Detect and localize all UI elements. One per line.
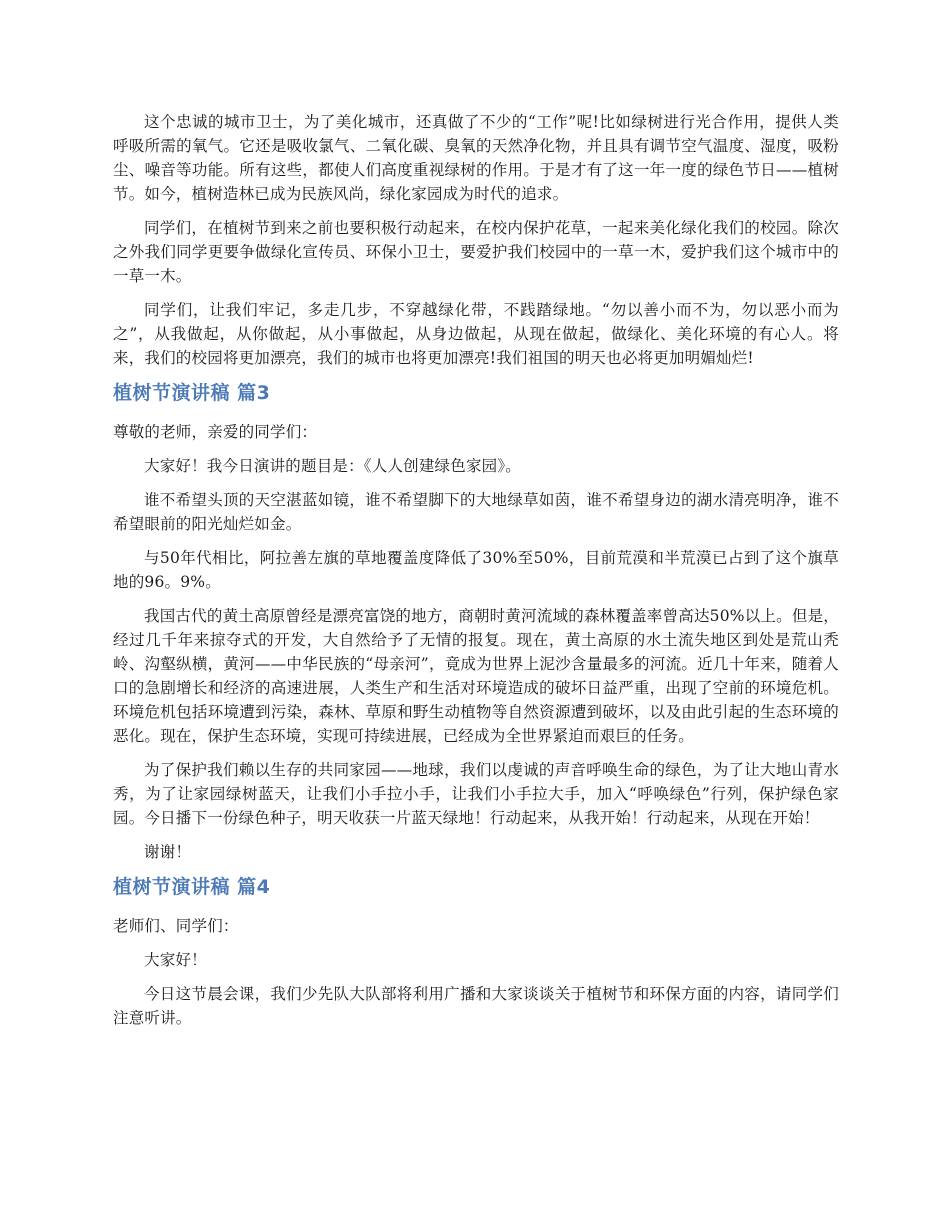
paragraph: 今日这节晨会课，我们少先队大队部将利用广播和大家谈谈关于植树节和环保方面的内容，请同学们注意听讲。 — [113, 985, 839, 1027]
salutation: 老师们、同学们： — [113, 917, 239, 935]
paragraph: 谢谢！ — [144, 843, 192, 861]
paragraph: 为了保护我们赖以生存的共同家园——地球，我们以虔诚的声音呼唤生命的绿色，为了让大地山青水秀，为了让家园绿树蓝天，让我们小手拉小手，让我们小手拉大手，加入“呼唤绿色”行列，保护绿色家园。今日播下一份绿色种子，明天收获一片蓝天绿地！行动起来，从我开始！行动起来，从现在开始！ — [113, 761, 839, 827]
paragraph: 我国古代的黄土高原曾经是漂亮富饶的地方，商朝时黄河流域的森林覆盖率曾高达50%以上。但是，经过几千年来掠夺式的开发，大自然给予了无情的报复。现在，黄土高原的水土流失地区到处是荒山秃岭、沟壑纵横，黄河——中华民族的“母亲河”，竟成为世界上泥沙含量最多的河流。近几十年来，随着人口的急剧增长和经济的高速进展，人类生产和生活对环境造成的破坏日益严重，出现了空前的环境危机。环境危机包括环境遭到污染，森林、草原和野生动植物等自然资源遭到破坏，以及由此引起的生态环境的恶化。现在，保护生态环境，实现可持续进展，已经成为全世界紧迫而艰巨的任务。 — [113, 607, 839, 745]
paragraph: 大家好！ — [144, 951, 207, 969]
paragraph: 与50年代相比，阿拉善左旗的草地覆盖度降低了30%至50%，目前荒漠和半荒漠已占到了这个旗草地的96。9%。 — [113, 549, 839, 591]
paragraph: 谁不希望头顶的天空湛蓝如镜，谁不希望脚下的大地绿草如茵，谁不希望身边的湖水清亮明净，谁不希望眼前的阳光灿烂如金。 — [113, 491, 839, 533]
salutation: 尊敬的老师，亲爱的同学们： — [113, 423, 318, 441]
paragraph: 同学们，在植树节到来之前也要积极行动起来，在校内保护花草，一起来美化绿化我们的校园。除次之外我们同学更要争做绿化宣传员、环保小卫士，要爱护我们校园中的一草一木，爱护我们这个城市中的一草一木。 — [113, 219, 839, 285]
paragraph: 同学们，让我们牢记，多走几步，不穿越绿化带，不践踏绿地。“勿以善小而不为，勿以恶小而为之”，从我做起，从你做起，从小事做起，从身边做起，从现在做起，做绿化、美化环境的有心人。将来，我们的校园将更加漂亮，我们的城市也将更加漂亮!我们祖国的明天也必将更加明媚灿烂! — [113, 301, 839, 367]
section-heading: 植树节演讲稿 篇4 — [113, 876, 271, 898]
paragraph: 大家好！我今日演讲的题目是：《人人创建绿色家园》。 — [144, 457, 522, 475]
document-page — [113, 110, 839, 1040]
section-heading: 植树节演讲稿 篇3 — [113, 382, 271, 404]
paragraph: 这个忠诚的城市卫士，为了美化城市，还真做了不少的“工作”呢!比如绿树进行光合作用，提供人类呼吸所需的氧气。它还是吸收氯气、二氧化碳、臭氧的天然净化物，并且具有调节空气温度、湿度，吸粉尘、噪音等功能。所有这些，都使人们高度重视绿树的作用。于是才有了这一年一度的绿色节日——植树节。如今，植树造林已成为民族风尚，绿化家园成为时代的追求。 — [113, 113, 839, 203]
